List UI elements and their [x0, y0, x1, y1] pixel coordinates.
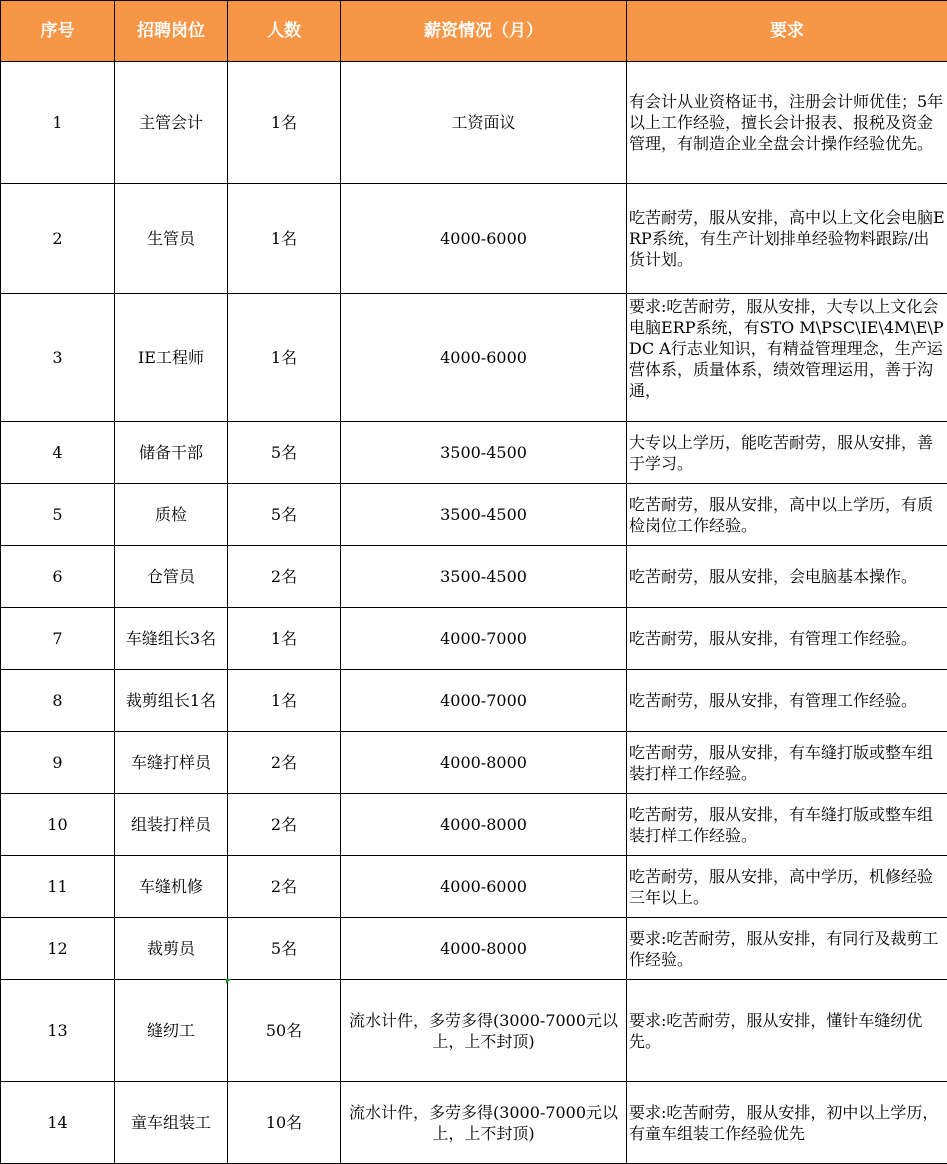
row-requirement: 要求:吃苦耐劳，服从安排，初中以上学历，有童车组装工作经验优先: [627, 1082, 947, 1164]
row-count: 2名: [228, 794, 341, 856]
table-row: [1, 670, 947, 732]
row-salary: 4000-8000: [341, 732, 627, 794]
row-no: 10: [1, 794, 115, 856]
row-count: 1名: [228, 608, 341, 670]
row-position: 车缝组长3名: [115, 608, 228, 670]
row-no: 6: [1, 546, 115, 608]
row-no: 9: [1, 732, 115, 794]
row-count: 1名: [228, 184, 341, 294]
header-no: 序号: [1, 1, 115, 62]
row-no: 13: [1, 980, 115, 1082]
row-requirement: 要求:吃苦耐劳，服从安排，大专以上文化会电脑ERP系统，有STO M\PSC\IE\4M\E\PDC A行志业知识，有精益管理理念，生产运营体系，质量体系，绩效管理运用，善于沟通，: [627, 294, 947, 422]
row-salary: 流水计件，多劳多得(3000-7000元以上，上不封顶): [341, 980, 627, 1082]
row-no: 7: [1, 608, 115, 670]
table-row: [1, 184, 947, 294]
table-row: [1, 794, 947, 856]
row-requirement: 要求:吃苦耐劳，服从安排，有同行及裁剪工作经验。: [627, 918, 947, 980]
table-row: [1, 980, 947, 1082]
row-no: 4: [1, 422, 115, 484]
row-requirement: 吃苦耐劳，服从安排，会电脑基本操作。: [627, 546, 947, 608]
table-row: [1, 62, 947, 184]
row-requirement: 吃苦耐劳，服从安排，有车缝打版或整车组装打样工作经验。: [627, 732, 947, 794]
row-requirement: 要求:吃苦耐劳，服从安排，懂针车缝纫优先。: [627, 980, 947, 1082]
row-position: 裁剪组长1名: [115, 670, 228, 732]
table-row: [1, 546, 947, 608]
row-no: 2: [1, 184, 115, 294]
row-no: 3: [1, 294, 115, 422]
row-no: 11: [1, 856, 115, 918]
row-requirement: 大专以上学历，能吃苦耐劳，服从安排，善于学习。: [627, 422, 947, 484]
row-salary: 4000-7000: [341, 608, 627, 670]
row-count: 5名: [228, 484, 341, 546]
row-count: 1名: [228, 294, 341, 422]
row-requirement: 吃苦耐劳，服从安排，高中以上文化会电脑ERP系统，有生产计划排单经验物料跟踪/出货计划。: [627, 184, 947, 294]
row-salary: 3500-4500: [341, 484, 627, 546]
row-position: 车缝机修: [115, 856, 228, 918]
row-count: 2名: [228, 546, 341, 608]
row-position: 童车组装工: [115, 1082, 228, 1164]
row-requirement: 吃苦耐劳，服从安排，有车缝打版或整车组装打样工作经验。: [627, 794, 947, 856]
row-position: 车缝打样员: [115, 732, 228, 794]
row-count: 2名: [228, 732, 341, 794]
row-requirement: 吃苦耐劳，服从安排，有管理工作经验。: [627, 670, 947, 732]
row-requirement: 有会计从业资格证书，注册会计师优佳；5年以上工作经验，擅长会计报表、报税及资金管理，有制造企业全盘会计操作经验优先。: [627, 62, 947, 184]
row-salary: 4000-6000: [341, 856, 627, 918]
header-salary: 薪资情况（月）: [341, 1, 627, 62]
row-position: 缝纫工: [115, 980, 228, 1082]
cell-comment-marker: [226, 979, 231, 984]
row-salary: 4000-7000: [341, 670, 627, 732]
header-position: 招聘岗位: [115, 1, 228, 62]
table-row: [1, 484, 947, 546]
row-salary: 流水计件，多劳多得(3000-7000元以上，上不封顶): [341, 1082, 627, 1164]
table-row: [1, 422, 947, 484]
row-count: 5名: [228, 422, 341, 484]
table-row: [1, 732, 947, 794]
row-position: 主管会计: [115, 62, 228, 184]
row-no: 8: [1, 670, 115, 732]
row-no: 14: [1, 1082, 115, 1164]
row-salary: 4000-6000: [341, 294, 627, 422]
row-position: 生管员: [115, 184, 228, 294]
row-position: 仓管员: [115, 546, 228, 608]
row-salary: 工资面议: [341, 62, 627, 184]
row-salary: 3500-4500: [341, 546, 627, 608]
row-count: 1名: [228, 670, 341, 732]
header-count: 人数: [228, 1, 341, 62]
header-requirement: 要求: [627, 1, 947, 62]
row-salary: 4000-6000: [341, 184, 627, 294]
row-position: 裁剪员: [115, 918, 228, 980]
row-count: 5名: [228, 918, 341, 980]
table-row: [1, 294, 947, 422]
row-requirement: 吃苦耐劳，服从安排，高中以上学历，有质检岗位工作经验。: [627, 484, 947, 546]
table-row: [1, 1082, 947, 1164]
table-row: [1, 856, 947, 918]
row-no: 1: [1, 62, 115, 184]
row-position: 质检: [115, 484, 228, 546]
row-position: IE工程师: [115, 294, 228, 422]
row-count: 10名: [228, 1082, 341, 1164]
row-requirement: 吃苦耐劳，服从安排，有管理工作经验。: [627, 608, 947, 670]
row-count: 2名: [228, 856, 341, 918]
header-row: [1, 1, 947, 62]
row-count: 1名: [228, 62, 341, 184]
row-salary: 3500-4500: [341, 422, 627, 484]
row-salary: 4000-8000: [341, 918, 627, 980]
table-row: [1, 918, 947, 980]
row-position: 组装打样员: [115, 794, 228, 856]
table-row: [1, 608, 947, 670]
row-salary: 4000-8000: [341, 794, 627, 856]
row-requirement: 吃苦耐劳，服从安排，高中学历，机修经验三年以上。: [627, 856, 947, 918]
row-no: 5: [1, 484, 115, 546]
row-position: 储备干部: [115, 422, 228, 484]
row-count: 50名: [228, 980, 341, 1082]
row-no: 12: [1, 918, 115, 980]
